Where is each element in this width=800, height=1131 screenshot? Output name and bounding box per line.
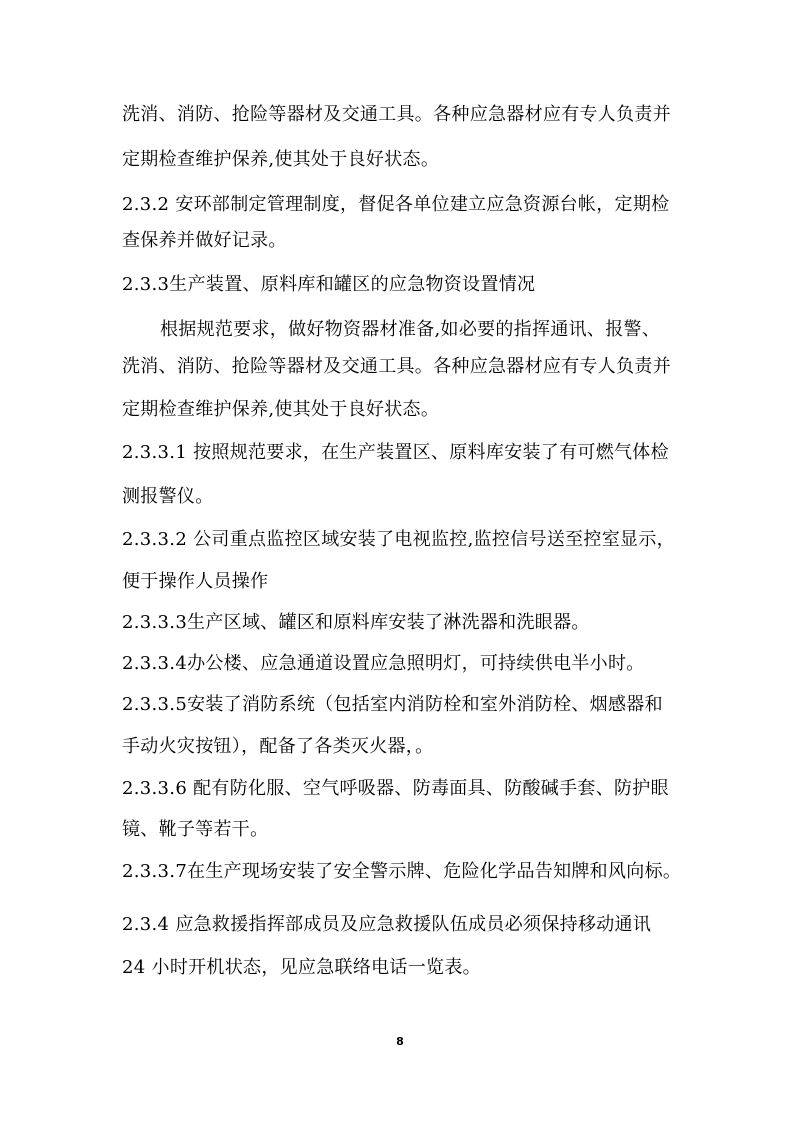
text-line: 查保养并做好记录。	[122, 230, 287, 251]
text-line: 2.3.3生产装置、原料库和罐区的应急物资设置情况	[122, 274, 536, 295]
text-line: 手动火灾按钮），配备了各类灭火器，。	[122, 736, 434, 757]
text-line: 便于操作人员操作	[122, 571, 269, 592]
text-line: 2.3.4 应急救援指挥部成员及应急救援队伍成员必须保持移动通讯	[122, 914, 652, 935]
text-line: 2.3.3.6 配有防化服、空气呼吸器、防毒面具、防酸碱手套、防护眼	[122, 778, 669, 799]
text-line: 洗消、消防、抢险等器材及交通工具。各种应急器材应有专人负责并	[122, 104, 671, 125]
text-line: 洗消、消防、抢险等器材及交通工具。各种应急器材应有专人负责并	[122, 356, 671, 377]
page-number: 8	[396, 1035, 404, 1048]
text-line: 2.3.3.5安装了消防系统（包括室内消防栓和室外消防栓、烟感器和	[122, 694, 663, 715]
text-line: 24 小时开机状态，见应急联络电话一览表。	[122, 957, 481, 978]
text-line: 根据规范要求，做好物资器材准备,如必要的指挥通讯、报警、	[160, 319, 661, 340]
text-line: 2.3.3.1 按照规范要求，在生产装置区、原料库安装了有可燃气体检	[122, 442, 669, 463]
text-line: 镜、靴子等若干。	[122, 819, 269, 840]
text-line: 定期检查维护保养,使其处于良好状态。	[122, 149, 440, 170]
text-line: 定期检查维护保养,使其处于良好状态。	[122, 399, 440, 420]
text-line: 2.3.2 安环部制定管理制度，督促各单位建立应急资源台帐，定期检	[122, 194, 670, 215]
text-line: 测报警仪。	[122, 486, 214, 507]
text-line: 2.3.3.4办公楼、应急通道设置应急照明灯，可持续供电半小时。	[122, 653, 645, 674]
text-line: 2.3.3.3生产区域、罐区和原料库安装了淋洗器和洗眼器。	[122, 612, 590, 633]
text-line: 2.3.3.7在生产现场安装了安全警示牌、危险化学品告知牌和风向标。	[122, 861, 682, 882]
text-line: 2.3.3.2 公司重点监控区域安装了电视监控,监控信号送至控室显示，	[122, 529, 675, 550]
